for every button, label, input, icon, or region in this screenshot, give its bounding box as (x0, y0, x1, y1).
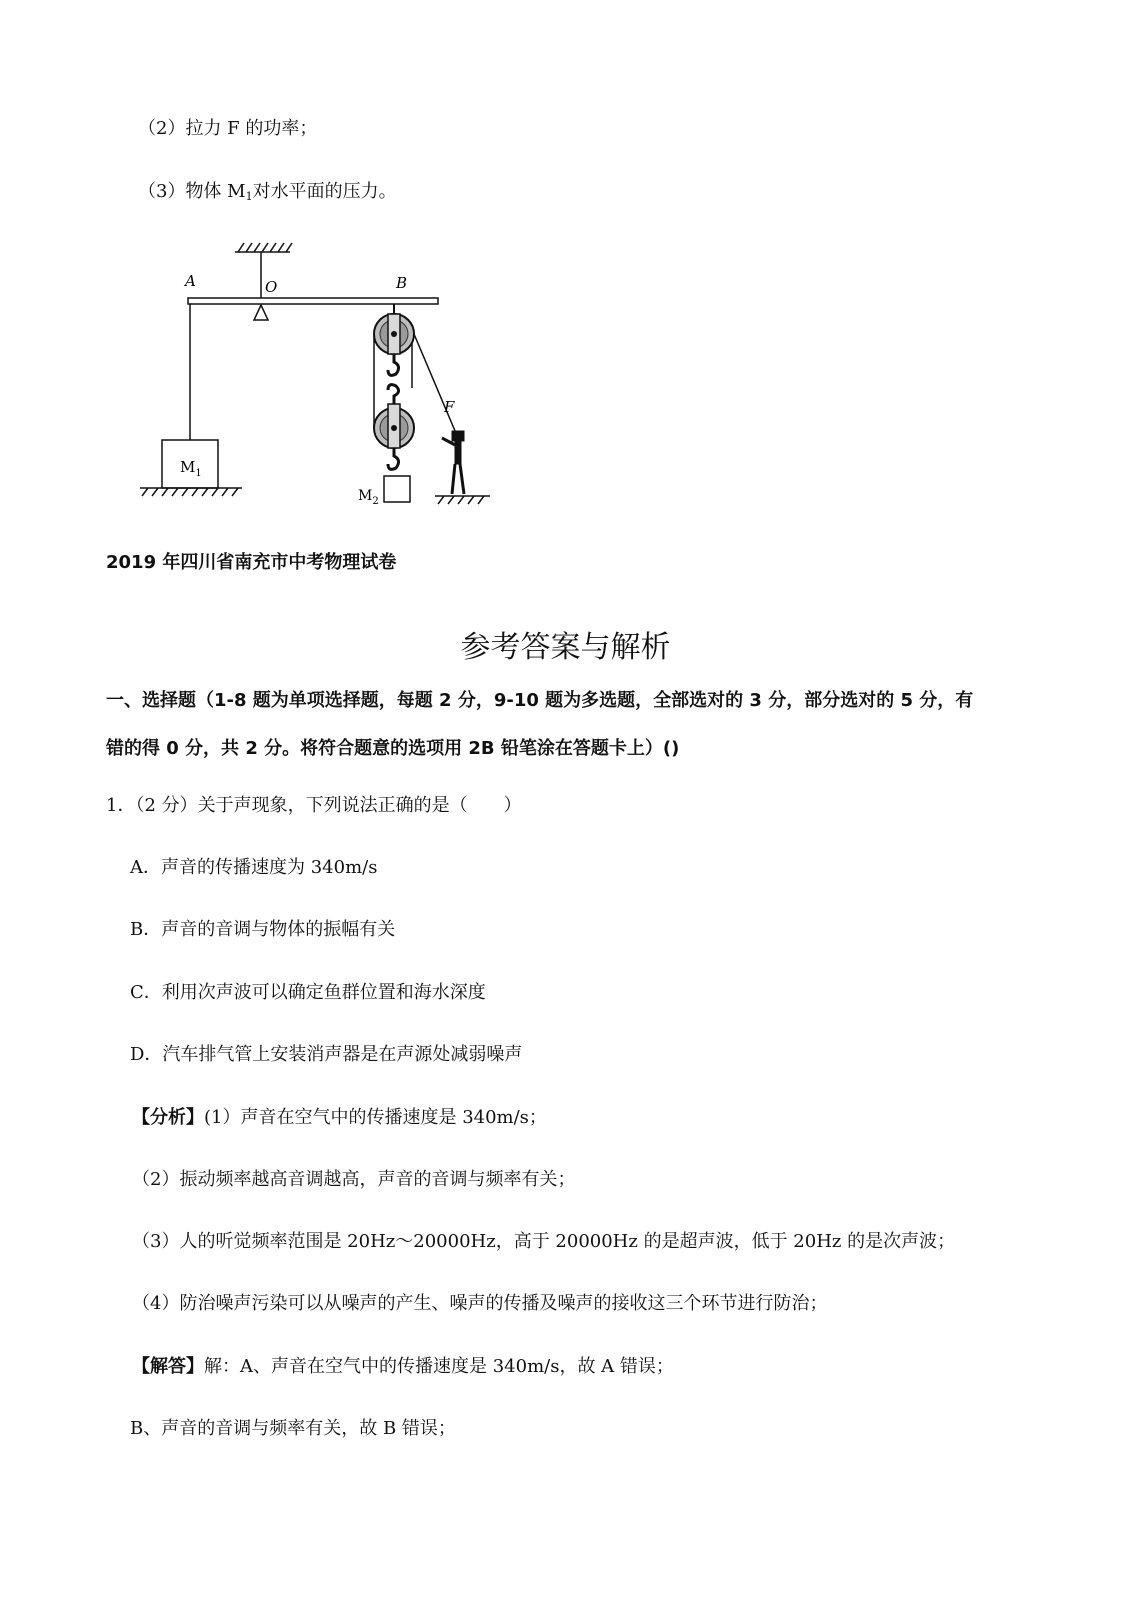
label-f: F (444, 398, 455, 416)
upper-pulley-axle (391, 331, 397, 337)
question-1-stem: 1．（2 分）关于声现象，下列说法正确的是（ ） (106, 795, 522, 816)
question-3-prefix: （3）物体 M (138, 181, 246, 202)
answer-title: 参考答案与解析 (460, 630, 671, 665)
ground-left (140, 488, 242, 496)
label-a: A (185, 272, 196, 290)
lower-hook-top (388, 385, 399, 404)
question-3-suffix: 对水平面的压力。 (252, 181, 397, 202)
block-m2 (384, 476, 410, 502)
option-c: C．利用次声波可以确定鱼群位置和海水深度 (130, 982, 486, 1003)
ceiling-hatch (235, 243, 292, 252)
section-heading-line-1: 一、选择题（1-8 题为单项选择题，每题 2 分，9-10 题为多选题，全部选对的 3 分，部分选对的 5 分，有 (106, 690, 974, 711)
solution-line-1 (132, 1355, 674, 1379)
question-3-text (138, 180, 397, 209)
lower-hook (388, 448, 399, 469)
label-b: B (396, 274, 408, 292)
ground-right (435, 496, 490, 504)
solution-label: 【解答】 (132, 1356, 204, 1377)
analysis-line-3: （3）人的听觉频率范围是 20Hz～20000Hz，高于 20000Hz 的是超声波，低于 20Hz 的是次声波； (132, 1231, 956, 1252)
option-b: B．声音的音调与物体的振幅有关 (130, 919, 396, 940)
person-figure (442, 431, 464, 494)
question-3-subscript: 1 (245, 190, 253, 203)
label-m1: $M_1$ (180, 458, 202, 479)
analysis-line-2: （2）振动频率越高音调越高，声音的音调与频率有关； (132, 1169, 576, 1190)
fulcrum (254, 305, 268, 320)
analysis-label: 【分析】 (132, 1107, 204, 1128)
option-d: D．汽车排气管上安装消声器是在声源处减弱噪声 (130, 1044, 523, 1065)
exam-title: 2019 年四川省南充市中考物理试卷 (106, 552, 397, 573)
solution-text-1: 解：A、声音在空气中的传播速度是 340m/s，故 A 错误； (204, 1356, 674, 1377)
question-2-text: （2）拉力 F 的功率； (138, 118, 318, 139)
analysis-line-1 (132, 1106, 547, 1130)
lower-pulley-axle (391, 425, 397, 431)
section-heading-line-2: 错的得 0 分，共 2 分。将符合题意的选项用 2B 铅笔涂在答题卡上）() (106, 738, 680, 759)
option-a: A．声音的传播速度为 340m/s (130, 857, 378, 878)
analysis-text-1: (1）声音在空气中的传播速度是 340m/s； (204, 1107, 547, 1128)
label-o: O (265, 278, 278, 296)
solution-line-2: B、声音的音调与频率有关，故 B 错误； (130, 1418, 456, 1439)
label-m2: $M_2$ (358, 488, 379, 507)
lever-pulley-diagram (130, 238, 500, 514)
analysis-line-4: （4）防治噪声污染可以从噪声的产生、噪声的传播及噪声的接收这三个环节进行防治； (132, 1293, 828, 1314)
rope-pull (414, 334, 458, 438)
upper-hook (388, 354, 399, 375)
lever-bar (188, 298, 438, 304)
